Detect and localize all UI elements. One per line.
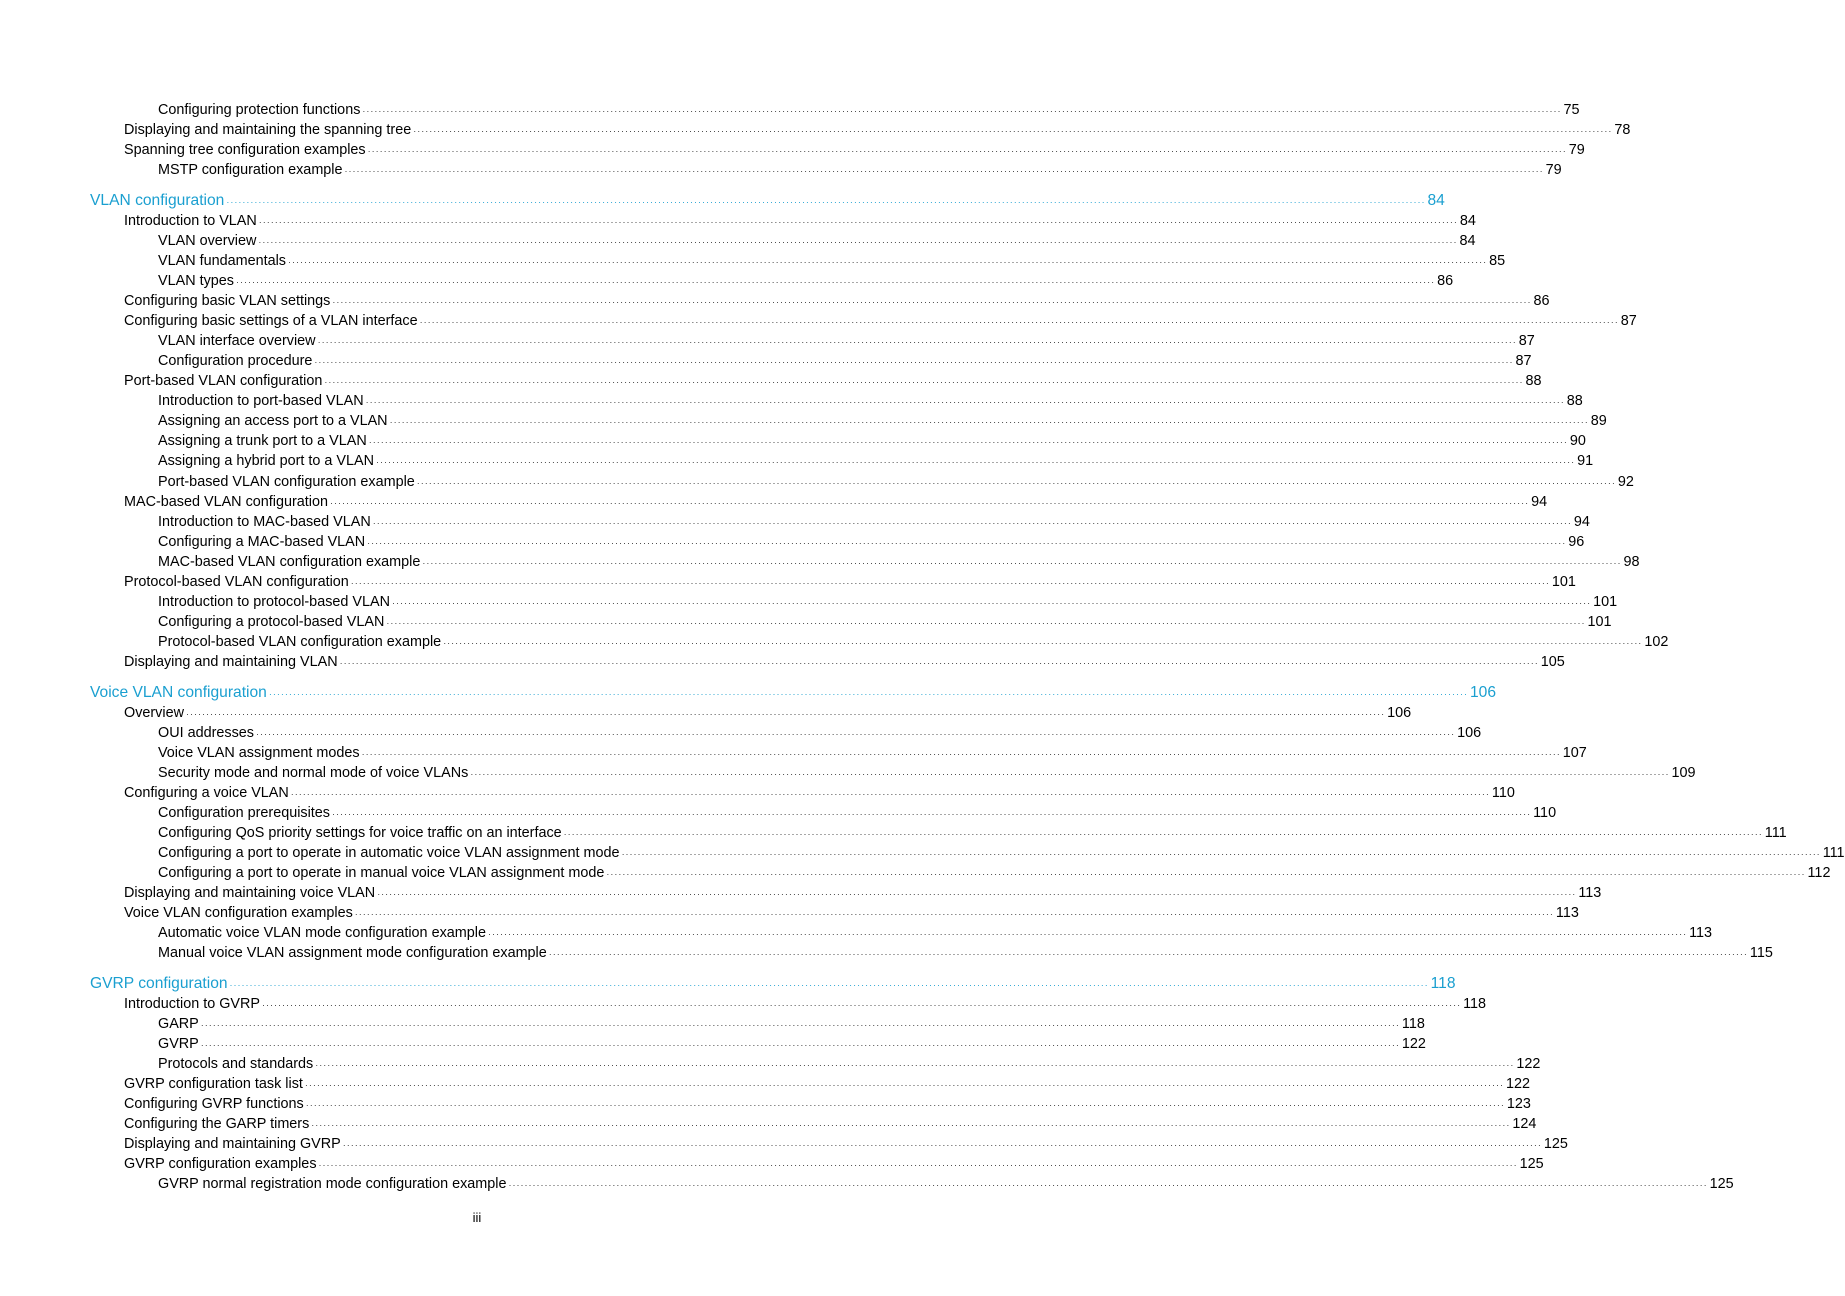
toc-entry[interactable] [158, 612, 1612, 633]
toc-entry-title: Configuring a voice VLAN [124, 784, 289, 801]
toc-leader-dots: ············································································································································································································································································································ [621, 849, 1821, 859]
toc-entry-page: 101 [1593, 593, 1618, 610]
toc-entry-title: Protocols and standards [158, 1056, 314, 1072]
toc-entry-page: 92 [1617, 473, 1634, 490]
toc-entry[interactable] [124, 291, 1550, 312]
toc-entry-title: Configuring a port to operate in manual voice VLAN assignment mode [158, 865, 605, 881]
toc-entry-title: Displaying and maintaining GVRP [124, 1136, 341, 1153]
toc-entry-title: VLAN configuration [90, 191, 225, 209]
toc-entry-title: Assigning an access port to a VLAN [158, 413, 388, 430]
toc-entry-page: 118 [1463, 995, 1487, 1012]
toc-leader-dots: ············································································································································································································································································································ [367, 146, 1567, 157]
toc-leader-dots: ············································································································································································································································································································ [487, 929, 1688, 940]
toc-entry-page: 125 [1519, 1156, 1544, 1173]
toc-entry-title: Voice VLAN configuration examples [124, 905, 353, 922]
toc-entry-page: 118 [1430, 974, 1456, 992]
toc-leader-dots: ············································································································································································································································································································ [443, 638, 1643, 648]
toc-entry[interactable] [158, 271, 1454, 292]
toc-entry-page: 101 [1587, 613, 1612, 630]
toc-entry[interactable] [158, 351, 1532, 372]
toc-entry-page: 107 [1562, 744, 1587, 761]
toc-entry-page: 79 [1545, 162, 1562, 179]
toc-leader-dots: ············································································································································································································································································································ [606, 869, 1806, 879]
toc-entry[interactable] [158, 1174, 1734, 1195]
toc-entry-page: 123 [1506, 1096, 1531, 1113]
toc-leader-dots: ············································································································································································································································································································ [304, 1080, 1505, 1090]
toc-leader-dots: ············································································································································································································································································································ [413, 126, 1613, 137]
toc-leader-dots: ············································································································································································································································································································ [342, 1140, 1542, 1151]
toc-leader-dots: ············································································································································································································································································································ [470, 768, 1670, 779]
toc-leader-dots: ············································································································································································································································································································ [386, 617, 1586, 628]
toc-entry-page: 122 [1516, 1056, 1541, 1072]
toc-entry-title: Configuring protection functions [158, 102, 361, 118]
toc-leader-dots: ············································································································································································································································································································ [200, 1039, 1400, 1050]
toc-entry-title: Protocol-based VLAN configuration [124, 573, 349, 590]
toc-entry-page: 85 [1489, 252, 1506, 269]
toc-entry[interactable] [124, 1114, 1537, 1135]
toc-entry-title: Automatic voice VLAN mode configuration example [158, 925, 486, 942]
toc-entry-page: 87 [1515, 353, 1532, 370]
toc-leader-dots: ············································································································································································································································································································ [548, 949, 1748, 960]
toc-leader-dots: ············································································································································································································································································································ [314, 357, 1514, 368]
toc-entry-title: Configuring QoS priority settings for voice traffic on an interface [158, 824, 562, 841]
toc-leader-dots: ············································································································································································································································································································ [236, 276, 1436, 287]
toc-leader-dots: ············································································································································································································································································································ [288, 256, 1488, 267]
toc-entry-title: Configuring a MAC-based VLAN [158, 533, 366, 550]
toc-entry[interactable] [124, 783, 1515, 804]
toc-entry-title: GVRP normal registration mode configuration example [158, 1176, 507, 1193]
toc-entry-page: 105 [1540, 654, 1565, 670]
toc-leader-dots: ············································································································································································································································································································ [255, 728, 1456, 739]
toc-entry[interactable] [158, 1054, 1541, 1075]
toc-entry-page: 86 [1437, 272, 1454, 289]
toc-leader-dots: ············································································································································································································································································································ [311, 1120, 1511, 1131]
toc-leader-dots: ············································································································································································································································································································ [368, 437, 1568, 448]
toc-entry-title: Voice VLAN configuration [90, 683, 267, 701]
toc-entry[interactable] [158, 552, 1640, 573]
toc-entry[interactable] [158, 431, 1586, 452]
toc-entry-page: 75 [1563, 102, 1580, 118]
toc-entry-title: Port-based VLAN configuration example [158, 473, 415, 490]
toc-entry[interactable] [124, 883, 1602, 904]
toc-entry[interactable] [158, 943, 1773, 964]
toc-leader-dots: ············································································································································································································································································································ [317, 337, 1517, 348]
toc-entry-page: 118 [1401, 1015, 1425, 1032]
toc-entry[interactable] [158, 160, 1562, 181]
toc-leader-dots: ············································································································································································································································································································ [563, 828, 1763, 839]
toc-leader-dots: ············································································································································································································································································································ [392, 597, 1592, 608]
toc-entry[interactable] [158, 723, 1482, 744]
toc-entry-title: Voice VLAN assignment modes [158, 744, 360, 761]
toc-entry-title: Configuring basic VLAN settings [124, 292, 331, 309]
toc-entry-page: 98 [1623, 553, 1640, 570]
toc-entry-page: 110 [1491, 784, 1515, 801]
toc-chapter-entry[interactable] [90, 974, 1456, 995]
toc-entry[interactable] [158, 823, 1787, 844]
toc-entry[interactable] [158, 923, 1713, 944]
toc-entry-page: 113 [1689, 925, 1713, 942]
toc-entry[interactable] [158, 743, 1587, 764]
toc-entry[interactable] [158, 100, 1580, 121]
toc-entry[interactable] [124, 140, 1585, 161]
toc-entry-title: Introduction to VLAN [124, 212, 257, 229]
toc-entry-page: 78 [1614, 122, 1631, 139]
toc-entry-page: 90 [1569, 433, 1586, 450]
toc-entry[interactable] [158, 803, 1557, 824]
toc-leader-dots: ············································································································································································································································································································ [305, 1100, 1505, 1111]
toc-entry-title: GARP [158, 1015, 199, 1032]
toc-entry[interactable] [158, 451, 1594, 472]
toc-entry[interactable] [124, 311, 1637, 332]
toc-entry[interactable] [124, 211, 1476, 232]
toc-leader-dots: ············································································································································································································································································································ [365, 397, 1565, 408]
toc-entry-title: GVRP configuration examples [124, 1156, 317, 1173]
toc-entry[interactable] [158, 391, 1583, 412]
toc-entry-page: 87 [1518, 333, 1535, 350]
toc-entry[interactable] [124, 1134, 1568, 1155]
toc-entry-title: GVRP configuration task list [124, 1076, 303, 1092]
toc-entry-title: Configuration prerequisites [158, 804, 330, 821]
toc-entry[interactable] [158, 472, 1634, 493]
toc-entry-title: VLAN interface overview [158, 333, 316, 350]
toc-entry-title: Overview [124, 704, 184, 721]
toc-entry-page: 91 [1577, 453, 1594, 470]
toc-entry-title: Configuring a port to operate in automatic voice VLAN assignment mode [158, 845, 620, 861]
toc-entry[interactable] [124, 994, 1487, 1015]
toc-entry-title: Introduction to protocol-based VLAN [158, 593, 390, 610]
toc-entry-page: 111 [1764, 824, 1787, 841]
toc-leader-dots: ············································································································································································································································································································ [339, 658, 1539, 668]
toc-entry[interactable] [124, 120, 1631, 141]
toc-entry-page: 125 [1543, 1136, 1568, 1153]
toc-entry-title: Displaying and maintaining voice VLAN [124, 885, 376, 902]
toc-entry-page: 124 [1512, 1116, 1537, 1133]
toc-entry[interactable] [158, 231, 1476, 252]
toc-entry[interactable] [158, 863, 1831, 884]
toc-leader-dots: ············································································································································································································································································································ [268, 688, 1468, 699]
toc-entry[interactable] [124, 1094, 1531, 1115]
toc-entry[interactable] [158, 843, 1845, 864]
toc-entry-title: MSTP configuration example [158, 162, 343, 179]
toc-entry-title: Configuring a protocol-based VLAN [158, 613, 385, 630]
toc-entry-page: 111 [1822, 845, 1845, 861]
toc-entry-title: Displaying and maintaining the spanning tree [124, 122, 412, 139]
toc-entry[interactable] [124, 652, 1565, 673]
toc-leader-dots: ············································································································································································································································································································ [354, 909, 1554, 920]
toc-entry[interactable] [158, 1034, 1426, 1055]
toc-leader-dots: ············································································································································································································································································································ [362, 106, 1562, 116]
toc-entry-title: Configuring basic settings of a VLAN interface [124, 313, 418, 329]
toc-leader-dots: ············································································································································································································································································································ [226, 196, 1426, 207]
toc-entry-title: GVRP [158, 1035, 199, 1052]
toc-entry-title: Manual voice VLAN assignment mode configuration example [158, 945, 547, 962]
toc-entry-page: 106 [1457, 724, 1482, 741]
toc-entry[interactable] [158, 411, 1607, 432]
toc-entry-title: Introduction to MAC-based VLAN [158, 513, 371, 530]
toc-entry-page: 110 [1533, 804, 1557, 821]
toc-entry-page: 122 [1506, 1076, 1531, 1092]
toc-leader-dots: ············································································································································································································································································································ [422, 557, 1622, 568]
toc-entry-title: Introduction to GVRP [124, 995, 260, 1012]
toc-entry-page: 101 [1551, 573, 1576, 590]
toc-entry[interactable] [124, 1074, 1531, 1095]
toc-entry-page: 94 [1573, 513, 1590, 530]
toc-leader-dots: ············································································································································································································································································································ [229, 979, 1429, 990]
toc-entry-title: OUI addresses [158, 724, 254, 741]
toc-entry-title: Security mode and normal mode of voice VLANs [158, 764, 469, 781]
toc-leader-dots: ············································································································································································································································································································ [258, 216, 1458, 227]
toc-entry-title: Configuring the GARP timers [124, 1116, 310, 1133]
toc-entry-title: GVRP configuration [90, 974, 228, 992]
toc-entry-page: 125 [1709, 1176, 1734, 1193]
toc-entry[interactable] [158, 532, 1585, 553]
toc-entry[interactable] [158, 331, 1535, 352]
toc-leader-dots: ············································································································································································································································································································ [419, 317, 1619, 327]
toc-entry-page: 122 [1401, 1035, 1426, 1052]
toc-entry[interactable] [158, 251, 1506, 272]
toc-leader-dots: ············································································································································································································································································································ [290, 788, 1490, 799]
toc-leader-dots: ············································································································································································································································································································ [332, 296, 1532, 307]
toc-entry[interactable] [124, 703, 1412, 724]
toc-entry-page: 88 [1525, 373, 1542, 390]
toc-leader-dots: ············································································································································································································································································································ [350, 577, 1550, 588]
toc-entry-page: 102 [1644, 634, 1669, 650]
toc-leader-dots: ············································································································································································································································································································ [324, 377, 1524, 388]
toc-entry-page: 88 [1566, 393, 1583, 410]
toc-entry-page: 84 [1459, 232, 1476, 249]
toc-entry[interactable] [158, 592, 1618, 613]
toc-leader-dots: ············································································································································································································································································································ [332, 808, 1532, 819]
page-number: iii [472, 1210, 482, 1225]
toc-entry-page: 109 [1671, 764, 1696, 781]
toc-entry-title: Assigning a hybrid port to a VLAN [158, 453, 374, 470]
toc-leader-dots: ············································································································································································································································································································ [389, 417, 1589, 428]
toc-leader-dots: ············································································································································································································································································································ [261, 999, 1462, 1010]
toc-leader-dots: ············································································································································································································································································································ [416, 477, 1616, 488]
toc-entry-page: 106 [1469, 683, 1496, 701]
toc-entry-title: Spanning tree configuration examples [124, 142, 366, 159]
toc-entry-page: 84 [1459, 212, 1476, 229]
toc-leader-dots: ············································································································································································································································································································ [361, 748, 1561, 759]
toc-entry-title: Assigning a trunk port to a VLAN [158, 433, 367, 450]
toc-entry-page: 106 [1387, 704, 1412, 721]
toc-entry[interactable] [158, 512, 1590, 533]
toc-entry-page: 96 [1568, 533, 1585, 550]
toc-entry-title: VLAN overview [158, 232, 257, 249]
toc-leader-dots: ············································································································································································································································································································ [318, 1160, 1518, 1171]
toc-leader-dots: ············································································································································································································································································································ [185, 708, 1386, 719]
toc-entry-page: 86 [1533, 292, 1550, 309]
toc-entry-page: 84 [1427, 191, 1445, 209]
toc-entry-title: Configuring GVRP functions [124, 1096, 304, 1113]
toc-leader-dots: ············································································································································································································································································································ [200, 1019, 1400, 1030]
toc-leader-dots: ············································································································································································································································································································ [344, 166, 1544, 177]
toc-leader-dots: ············································································································································································································································································································ [329, 497, 1530, 508]
toc-entry-page: 113 [1578, 885, 1602, 902]
toc-entry-page: 115 [1749, 945, 1773, 962]
toc-entry-title: Displaying and maintaining VLAN [124, 654, 338, 670]
toc-entry-page: 113 [1555, 905, 1579, 922]
toc-entry[interactable] [124, 371, 1542, 392]
toc-leader-dots: ············································································································································································································································································································ [367, 537, 1567, 548]
toc-entry-title: VLAN types [158, 272, 234, 289]
toc-entry-title: Port-based VLAN configuration [124, 373, 323, 390]
toc-leader-dots: ············································································································································································································································································································ [315, 1060, 1515, 1070]
toc-entry[interactable] [124, 492, 1548, 513]
toc-entry-title: Configuration procedure [158, 353, 313, 370]
toc-entry-page: 89 [1590, 413, 1607, 430]
toc-entry-page: 112 [1807, 865, 1831, 881]
toc-entry-title: MAC-based VLAN configuration [124, 493, 328, 510]
toc-leader-dots: ············································································································································································································································································································ [258, 236, 1458, 247]
toc-entry[interactable] [124, 1154, 1544, 1175]
toc-entry[interactable] [158, 1014, 1425, 1035]
toc-entry-page: 94 [1531, 493, 1548, 510]
toc-entry[interactable] [124, 903, 1579, 924]
toc-chapter-entry[interactable] [90, 191, 1445, 212]
toc-entry-title: VLAN fundamentals [158, 252, 286, 269]
toc-entry-page: 87 [1620, 313, 1637, 329]
toc-entry-title: Protocol-based VLAN configuration example [158, 634, 442, 650]
toc-entry[interactable] [158, 763, 1696, 784]
toc-entry-page: 79 [1568, 142, 1585, 159]
toc-leader-dots: ············································································································································································································································································································ [372, 517, 1572, 528]
toc-chapter-entry[interactable] [90, 683, 1496, 704]
toc-entry[interactable] [124, 572, 1576, 593]
toc-leader-dots: ············································································································································································································································································································ [375, 457, 1576, 468]
toc-entry-title: Introduction to port-based VLAN [158, 393, 364, 410]
toc-leader-dots: ············································································································································································································································································································ [377, 889, 1577, 900]
toc-entry[interactable] [158, 632, 1669, 653]
toc-leader-dots: ············································································································································································································································································································ [508, 1180, 1708, 1191]
toc-entry-title: MAC-based VLAN configuration example [158, 553, 421, 570]
